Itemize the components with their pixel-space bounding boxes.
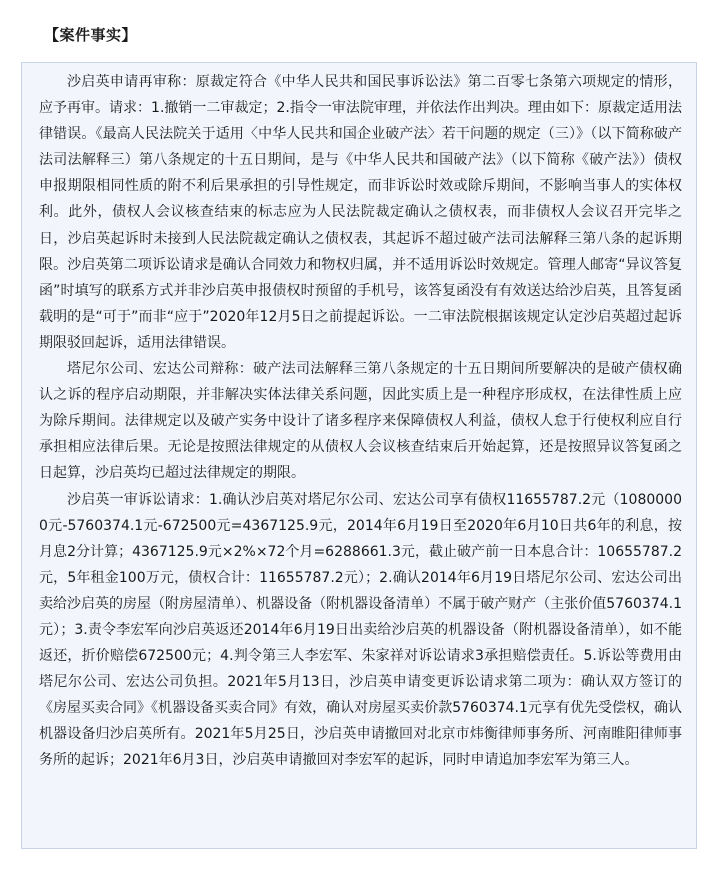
- paragraph-first-instance-claims: 沙启英一审诉讼请求：1.确认沙启英对塔尼尔公司、宏达公司享有债权11655787.2元（10800000元-5760374.1元-672500元=4367125.9元，2014年6月19日至2020年6月10日共6年的利息，按月息2分计算；4367125.9元×2%×72个月=6288661.3元，截止破产前一日本息合计：10655787.2元，5年租金100万元，债权合计：11655787.2元）；2.确认2014年6月19日塔尼尔公司、宏达公司出卖给沙启英的房屋（附房屋清单）、机器设备（附机器设备清单）不属于破产财产（主张价值5760374.1元）；3.责令李宏军向沙启英返还2014年6月19日出卖给沙启英的机器设备（附机器设备清单），如不能返还，折价赔偿672500元；4.判令第三人李宏军、朱家祥对诉讼请求3承担赔偿责任。5.诉讼等费用由塔尼尔公司、宏达公司负担。2021年5月13日，沙启英申请变更诉讼请求第二项为：确认双方签订的《房屋买卖合同》《机器设备买卖合同》有效，确认对房屋买卖价款5760374.1元享有优先受偿权，确认机器设备归沙启英所有。2021年5月25日，沙启英申请撤回对北京市炜衡律师事务所、河南睢阳律师事务所的起诉；2021年6月3日，沙启英申请撤回对李宏军的起诉，同时申请追加李宏军为第三人。: [39, 491, 682, 769]
- paragraph-retrial-application: 沙启英申请再审称：原裁定符合《中华人民共和国民事诉讼法》第二百零七条第六项规定的情形，应予再审。请求：1.撤销一二审裁定；2.指令一审法院审理，并依法作出判决。理由如下：原裁定适用法律错误。《最高人民法院关于适用〈中华人民共和国企业破产法〉若干问题的规定（三）》（以下简称破产法司法解释三）第八条规定的十五日期间，是与《中华人民共和国破产法》（以下简称《破产法》）债权申报期限相同性质的附不利后果承担的引导性规定，而非诉讼时效或除斥期间，不影响当事人的实体权利。此外，债权人会议核查结束的标志应为人民法院裁定确认之债权表，而非债权人会议召开完毕之日，沙启英起诉时未接到人民法院裁定确认之债权表，其起诉不超过破产法司法解释三第八条的起诉期限。沙启英第二项诉讼请求是确认合同效力和物权归属，并不适用诉讼时效规定。管理人邮寄“异议答复函”时填写的联系方式并非沙启英申报债权时预留的手机号，该答复函没有有效送达给沙启英，且答复函载明的是“可于”而非“应于”2020年12月5日之前提起诉讼。一二审法院根据该规定认定沙启英超过起诉期限驳回起诉，适用法律错误。: [39, 74, 682, 351]
- section-heading: 【案件事实】: [44, 26, 138, 44]
- paragraph-defense-statement: 塔尼尔公司、宏达公司辩称：破产法司法解释三第八条规定的十五日期间所要解决的是破产债权确认之诉的程序启动期限，并非解决实体法律关系问题，因此实质上是一种程序形成权，在法律性质上应为除斥期间。法律规定以及破产实务中设计了诸多程序来保障债权人利益，债权人怠于行使权利应自行承担相应法律后果。无论是按照法律规定的从债权人会议核查结束后开始起算，还是按照异议答复函之日起算，沙启英均已超过法律规定的期限。: [39, 361, 682, 482]
- case-facts-panel: [21, 62, 697, 849]
